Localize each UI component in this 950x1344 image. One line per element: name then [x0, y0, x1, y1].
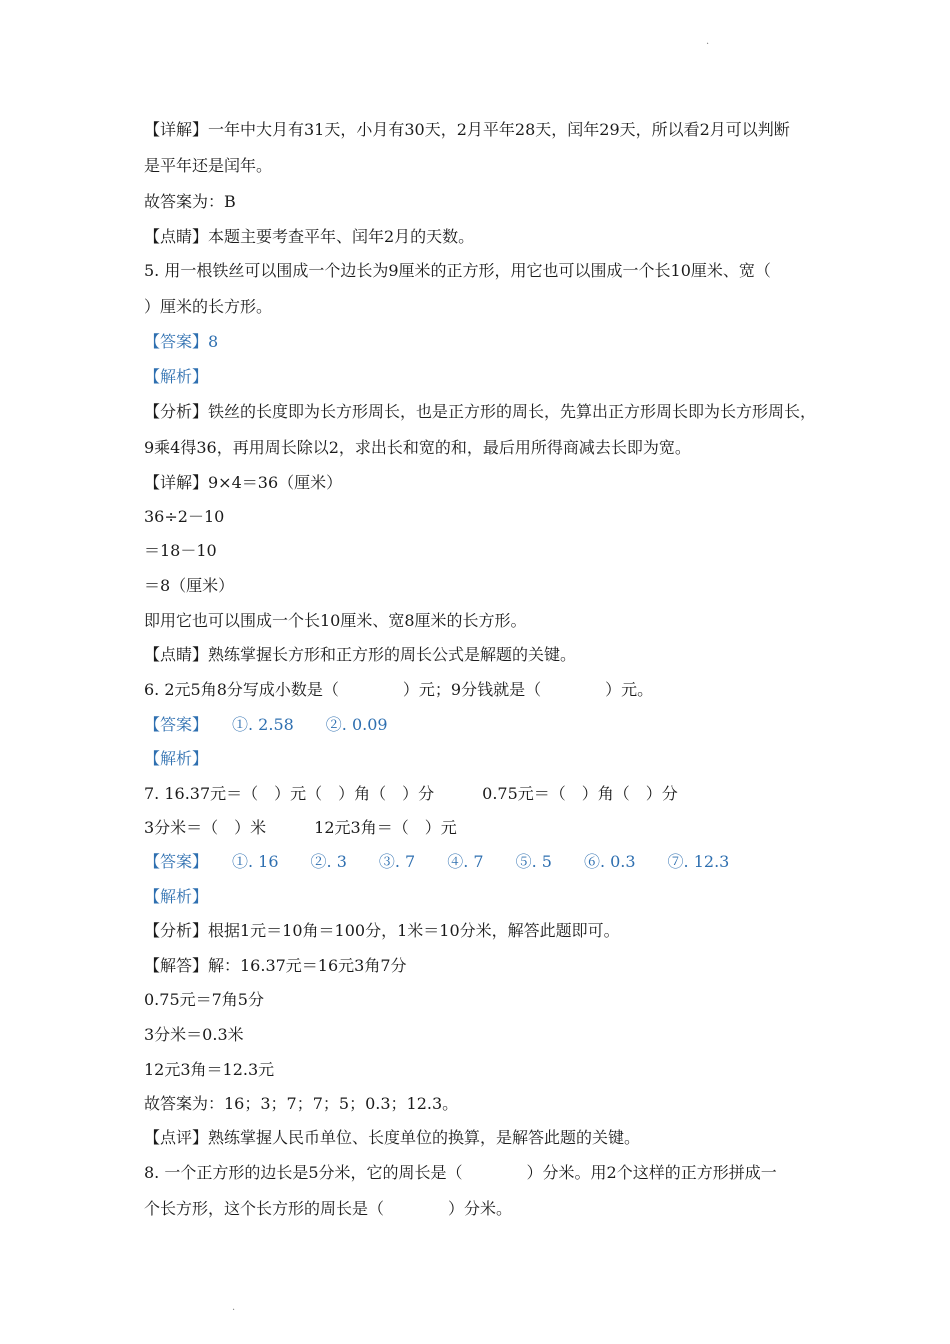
- text-line: 3分米＝0.3米: [144, 1025, 244, 1044]
- analysis-label: 【解析】: [144, 887, 209, 906]
- text-line: ＝18－10: [144, 541, 217, 560]
- answer-label: 【答案】 ①. 2.58 ②. 0.09: [144, 715, 388, 734]
- answer-label: 【答案】 ①. 16 ②. 3 ③. 7 ④. 7 ⑤. 5 ⑥. 0.3 ⑦. 12.3: [144, 852, 730, 871]
- decorative-dot: ·: [232, 1305, 236, 1316]
- question-7: 7. 16.37元＝（ ）元（ ）角（ ）分 0.75元＝（ ）角（ ）分: [144, 784, 678, 803]
- text-line: 0.75元＝7角5分: [144, 990, 264, 1009]
- analysis-label: 【解析】: [144, 749, 209, 768]
- text-line: 即用它也可以围成一个长10厘米、宽8厘米的长方形。: [144, 611, 527, 630]
- question-6: 6. 2元5角8分写成小数是（ ）元；9分钱就是（ ）元。: [144, 680, 654, 699]
- text-line: 36÷2－10: [144, 507, 225, 526]
- question-8-cont: 个长方形，这个长方形的周长是（ ）分米。: [144, 1199, 513, 1218]
- text-line: 是平年还是闰年。: [144, 156, 273, 175]
- question-7-cont: 3分米＝（ ）米 12元3角＝（ ）元: [144, 818, 457, 837]
- text-line: 【详解】一年中大月有31天，小月有30天，2月平年28天，闰年29天，所以看2月可以判断: [144, 120, 790, 139]
- text-line: 【详解】9×4＝36（厘米）: [144, 473, 343, 492]
- text-line: 【解答】解：16.37元＝16元3角7分: [144, 956, 407, 975]
- decorative-dot: ·: [706, 39, 710, 50]
- question-8: 8. 一个正方形的边长是5分米，它的周长是（ ）分米。用2个这样的正方形拼成一: [144, 1163, 777, 1182]
- question-5-cont: ）厘米的长方形。: [144, 297, 273, 316]
- question-5: 5. 用一根铁丝可以围成一个边长为9厘米的正方形，用它也可以围成一个长10厘米、宽（: [144, 261, 771, 280]
- text-line: 【点评】熟练掌握人民币单位、长度单位的换算，是解答此题的关键。: [144, 1128, 641, 1147]
- text-line: 【点睛】本题主要考查平年、闰年2月的天数。: [144, 227, 475, 246]
- text-line: 故答案为：B: [144, 192, 236, 211]
- text-line: ＝8（厘米）: [144, 576, 235, 595]
- text-line: 【点睛】熟练掌握长方形和正方形的周长公式是解题的关键。: [144, 645, 577, 664]
- analysis-label: 【解析】: [144, 367, 209, 386]
- text-line: 9乘4得36，再用周长除以2，求出长和宽的和，最后用所得商减去长即为宽。: [144, 438, 691, 457]
- text-line: 12元3角＝12.3元: [144, 1060, 275, 1079]
- answer-label: 【答案】8: [144, 332, 219, 351]
- text-line: 【分析】铁丝的长度即为长方形周长，也是正方形的周长，先算出正方形周长即为长方形周长，: [144, 402, 817, 421]
- text-line: 故答案为：16；3；7；7；5；0.3；12.3。: [144, 1094, 459, 1113]
- text-line: 【分析】根据1元＝10角＝100分，1米＝10分米，解答此题即可。: [144, 921, 620, 940]
